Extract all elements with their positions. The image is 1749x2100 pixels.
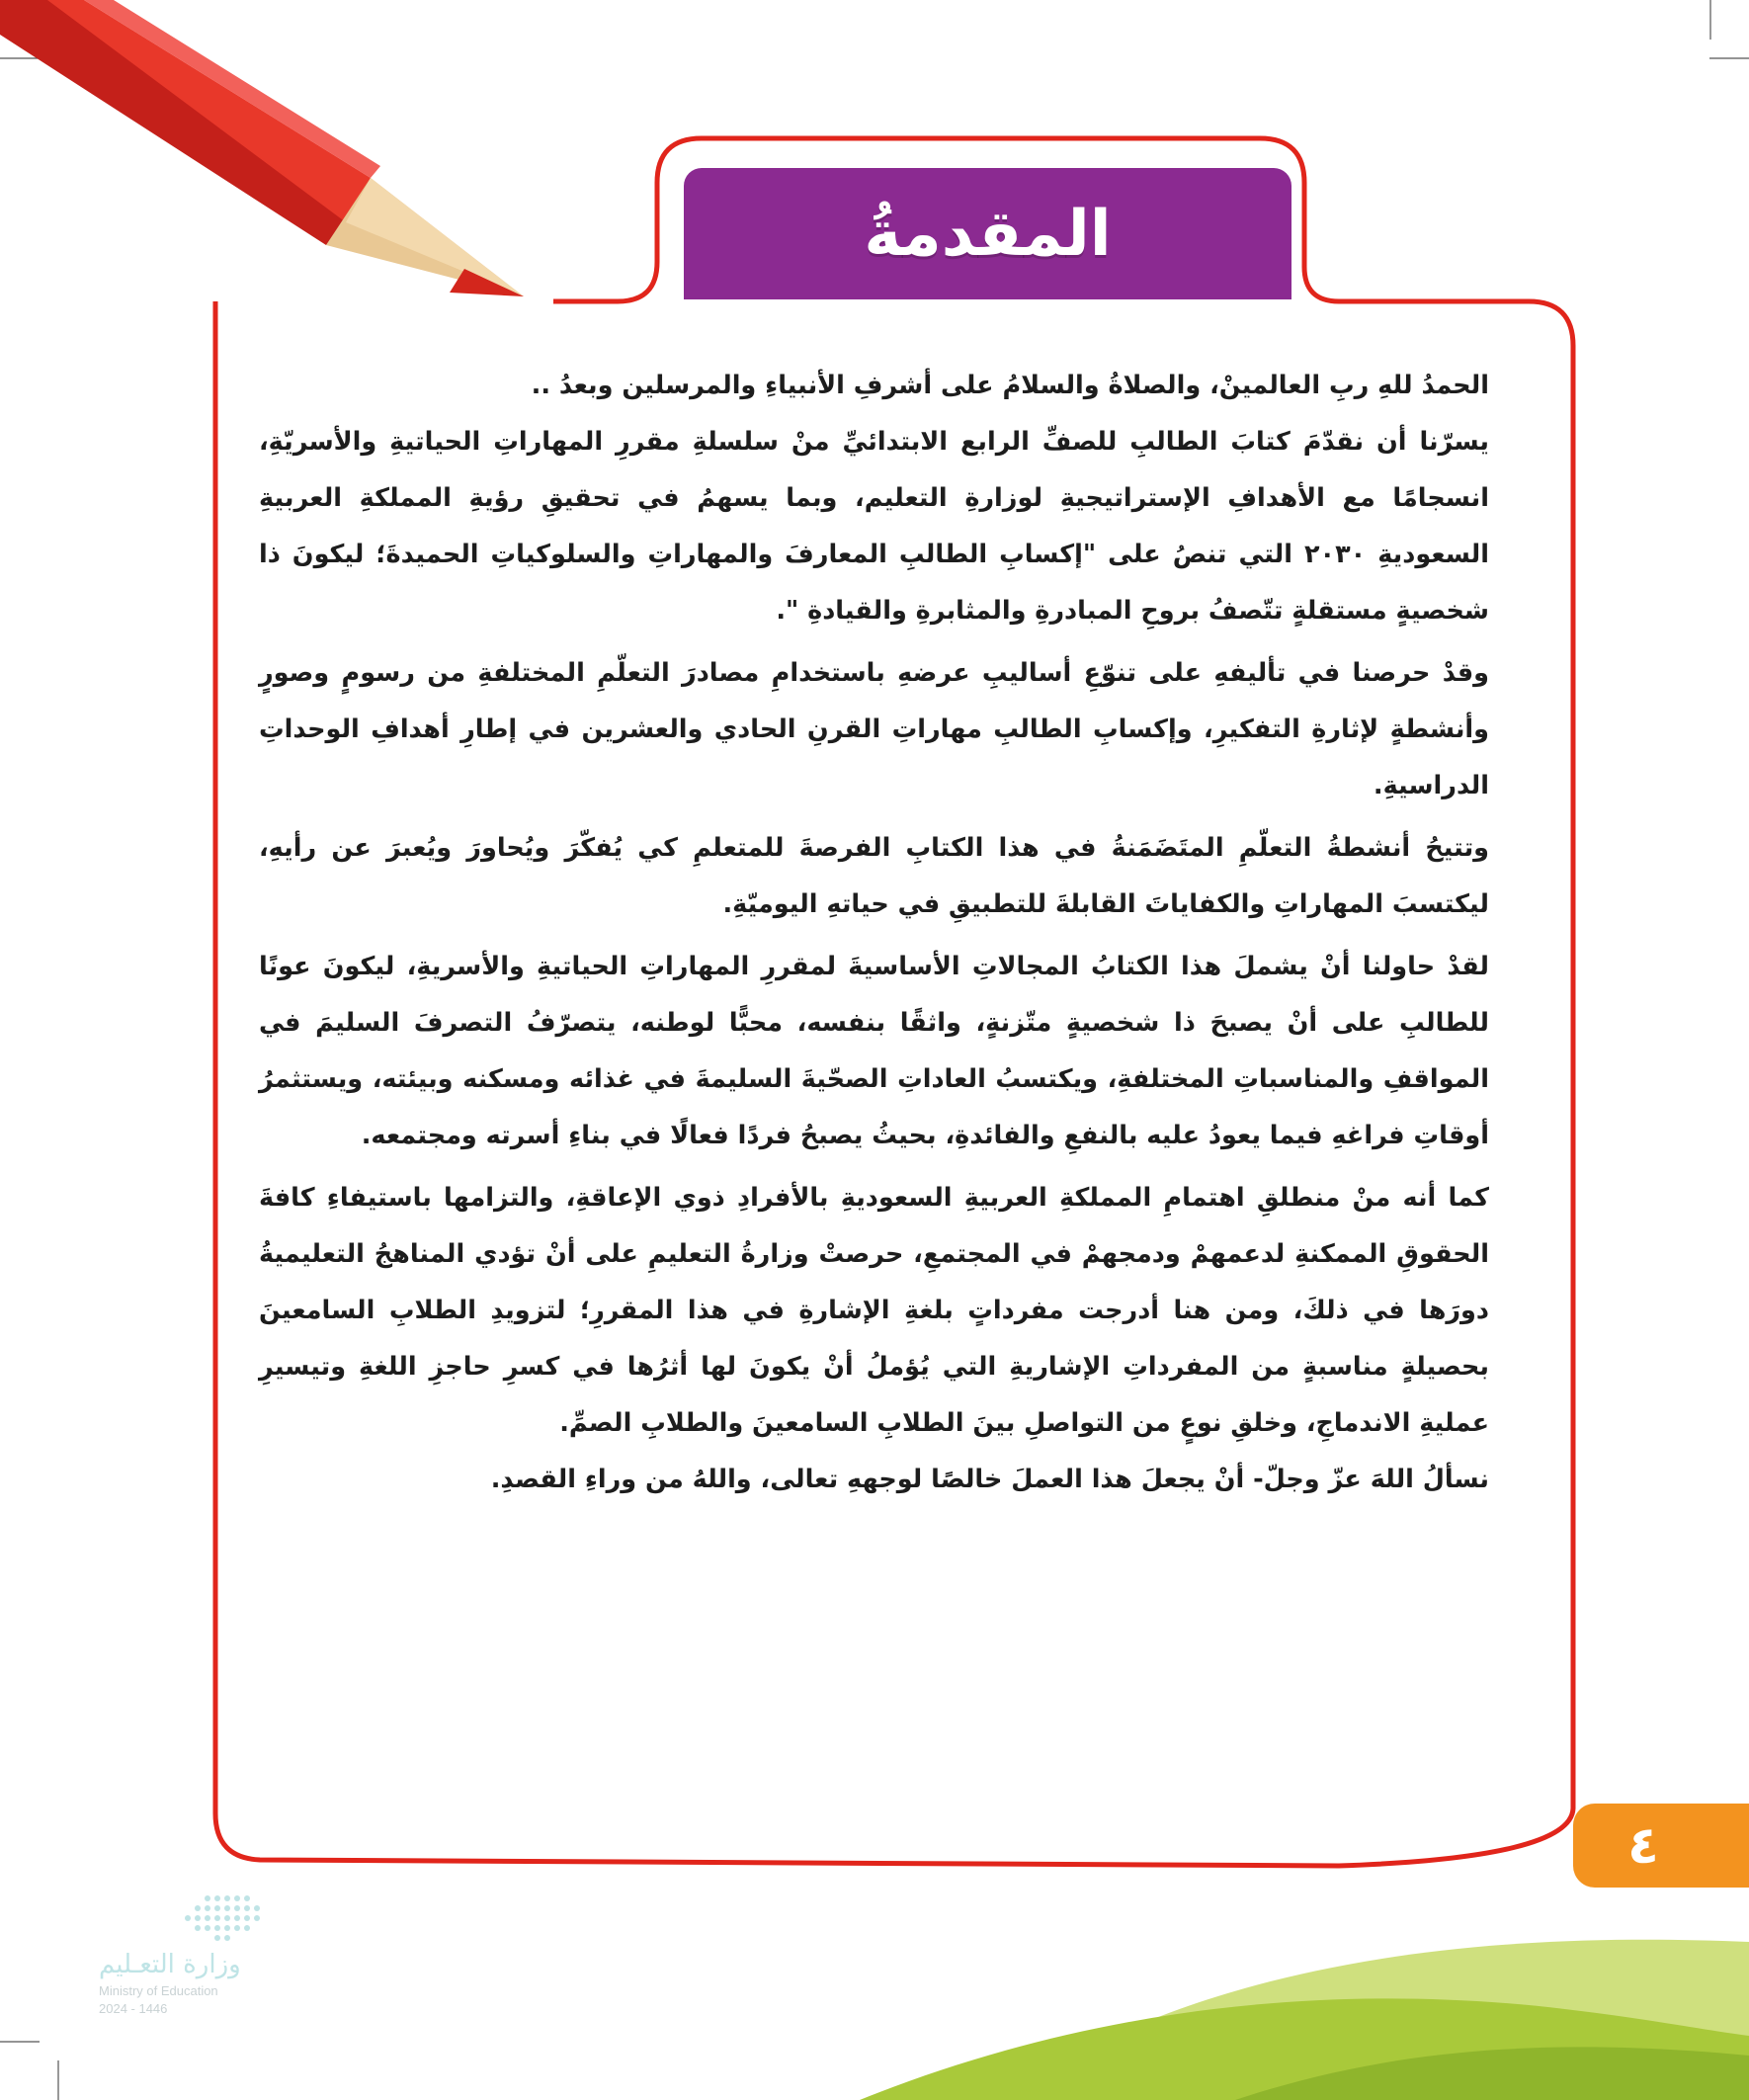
page-title: المقدمةُ (864, 197, 1112, 271)
intro-paragraph: كما أنه منْ منطلقِ اهتمامِ المملكةِ العربيةِ السعوديةِ بالأفرادِ ذوي الإعاقةِ، والتزامها باستيفاءِ كافةَ الحقوقِ الممكنةِ لدعمهمْ ودمجهمْ في المجتمعِ، حرصتْ وزارةُ التعليمِ على أنْ تؤدي المناهجُ التعليميةُ دورَها في ذلكَ، ومن هنا أدرجت مفرداتٍ بلغةِ الإشارةِ في هذا المقررِ؛ لتزويدِ الطلابِ السامعينَ بحصيلةٍ مناسبةٍ من المفرداتِ الإشاريةِ التي يُؤملُ أنْ يكونَ لها أثرُها في كسرِ حاجزِ اللغةِ وتيسيرِ عمليةِ الاندماجِ، وخلقِ نوعٍ من التواصلِ بينَ الطلابِ السامعينَ والطلابِ الصمِّ. (259, 1183, 1489, 1438)
intro-paragraph: وقدْ حرصنا في تأليفهِ على تنوّعِ أساليبِ عرضهِ باستخدامِ مصادرَ التعلّمِ المختلفةِ من رسومٍ وصورٍ وأنشطةٍ لإثارةِ التفكيرِ، وإكسابِ الطالبِ مهاراتِ القرنِ الحادي والعشرين في إطارِ أهدافِ الوحداتِ الدراسيةِ. (259, 658, 1489, 800)
intro-paragraph: يسرّنا أن نقدّمَ كتابَ الطالبِ للصفِّ الرابع الابتدائيِّ منْ سلسلةِ مقررِ المهاراتِ الحياتيةِ والأسريّةِ، انسجامًا مع الأهدافِ الإستراتيجيةِ لوزارةِ التعليم، وبما يسهمُ في تحقيقِ رؤيةِ المملكةِ العربيةِ السعوديةِ ٢٠٣٠ التي تنصُ على "إكسابِ الطالبِ المعارفَ والمهاراتِ والسلوكياتِ الحميدةَ؛ ليكونَ ذا شخصيةٍ مستقلةٍ تتّصفُ بروحِ المبادرةِ والمثابرةِ والقيادةِ ". (259, 427, 1489, 626)
intro-body (259, 358, 1489, 1514)
page-number: ٤ (1627, 1815, 1659, 1876)
ministry-name-arabic: وزارة التعـليم (99, 1950, 241, 1979)
intro-paragraph: لقدْ حاولنا أنْ يشملَ هذا الكتابُ المجالاتِ الأساسيةَ لمقررِ المهاراتِ الحياتيةِ والأسريةِ، ليكونَ عونًا للطالبِ على أنْ يصبحَ ذا شخصيةٍ متّزنةٍ، واثقًا بنفسه، محبًّا لوطنه، يتصرّفُ التصرفَ السليمَ في المواقفِ والمناسباتِ المختلفةِ، ويكتسبُ العاداتِ الصحّيةَ السليمةَ في غذائه ومسكنه وبيئته، ويستثمرُ أوقاتِ فراغهِ فيما يعودُ عليه بالنفعِ والفائدةِ، بحيثُ يصبحُ فردًا فعالًا في بناءِ أسرته ومجتمعه. (259, 952, 1489, 1150)
intro-paragraph: نسألُ اللهَ عزّ وجلّ- أنْ يجعلَ هذا العملَ خالصًا لوجههِ تعالى، واللهُ من وراءِ القصدِ. (490, 1465, 1489, 1494)
title-banner (684, 168, 1291, 299)
intro-paragraph: الحمدُ للهِ ربِ العالمينْ، والصلاةُ والسلامُ على أشرفِ الأنبياءِ والمرسلين وبعدُ .. (531, 371, 1489, 400)
ministry-name-english: Ministry of Education (99, 1983, 218, 1998)
page-number-badge (1573, 1804, 1749, 1888)
intro-paragraph: وتتيحُ أنشطةُ التعلّمِ المتَضَمَنةُ في هذا الكتابِ الفرصةَ للمتعلمِ كي يُفكّرَ ويُحاورَ ويُعبرَ عن رأيهِ، ليكتسبَ المهاراتِ والكفاياتَ القابلةَ للتطبيقِ في حياتهِ اليوميّةِ. (259, 833, 1489, 919)
ministry-dots-icon (178, 1892, 267, 1947)
ministry-logo (99, 1892, 267, 2016)
edition-year: 2024 - 1446 (99, 2001, 168, 2016)
